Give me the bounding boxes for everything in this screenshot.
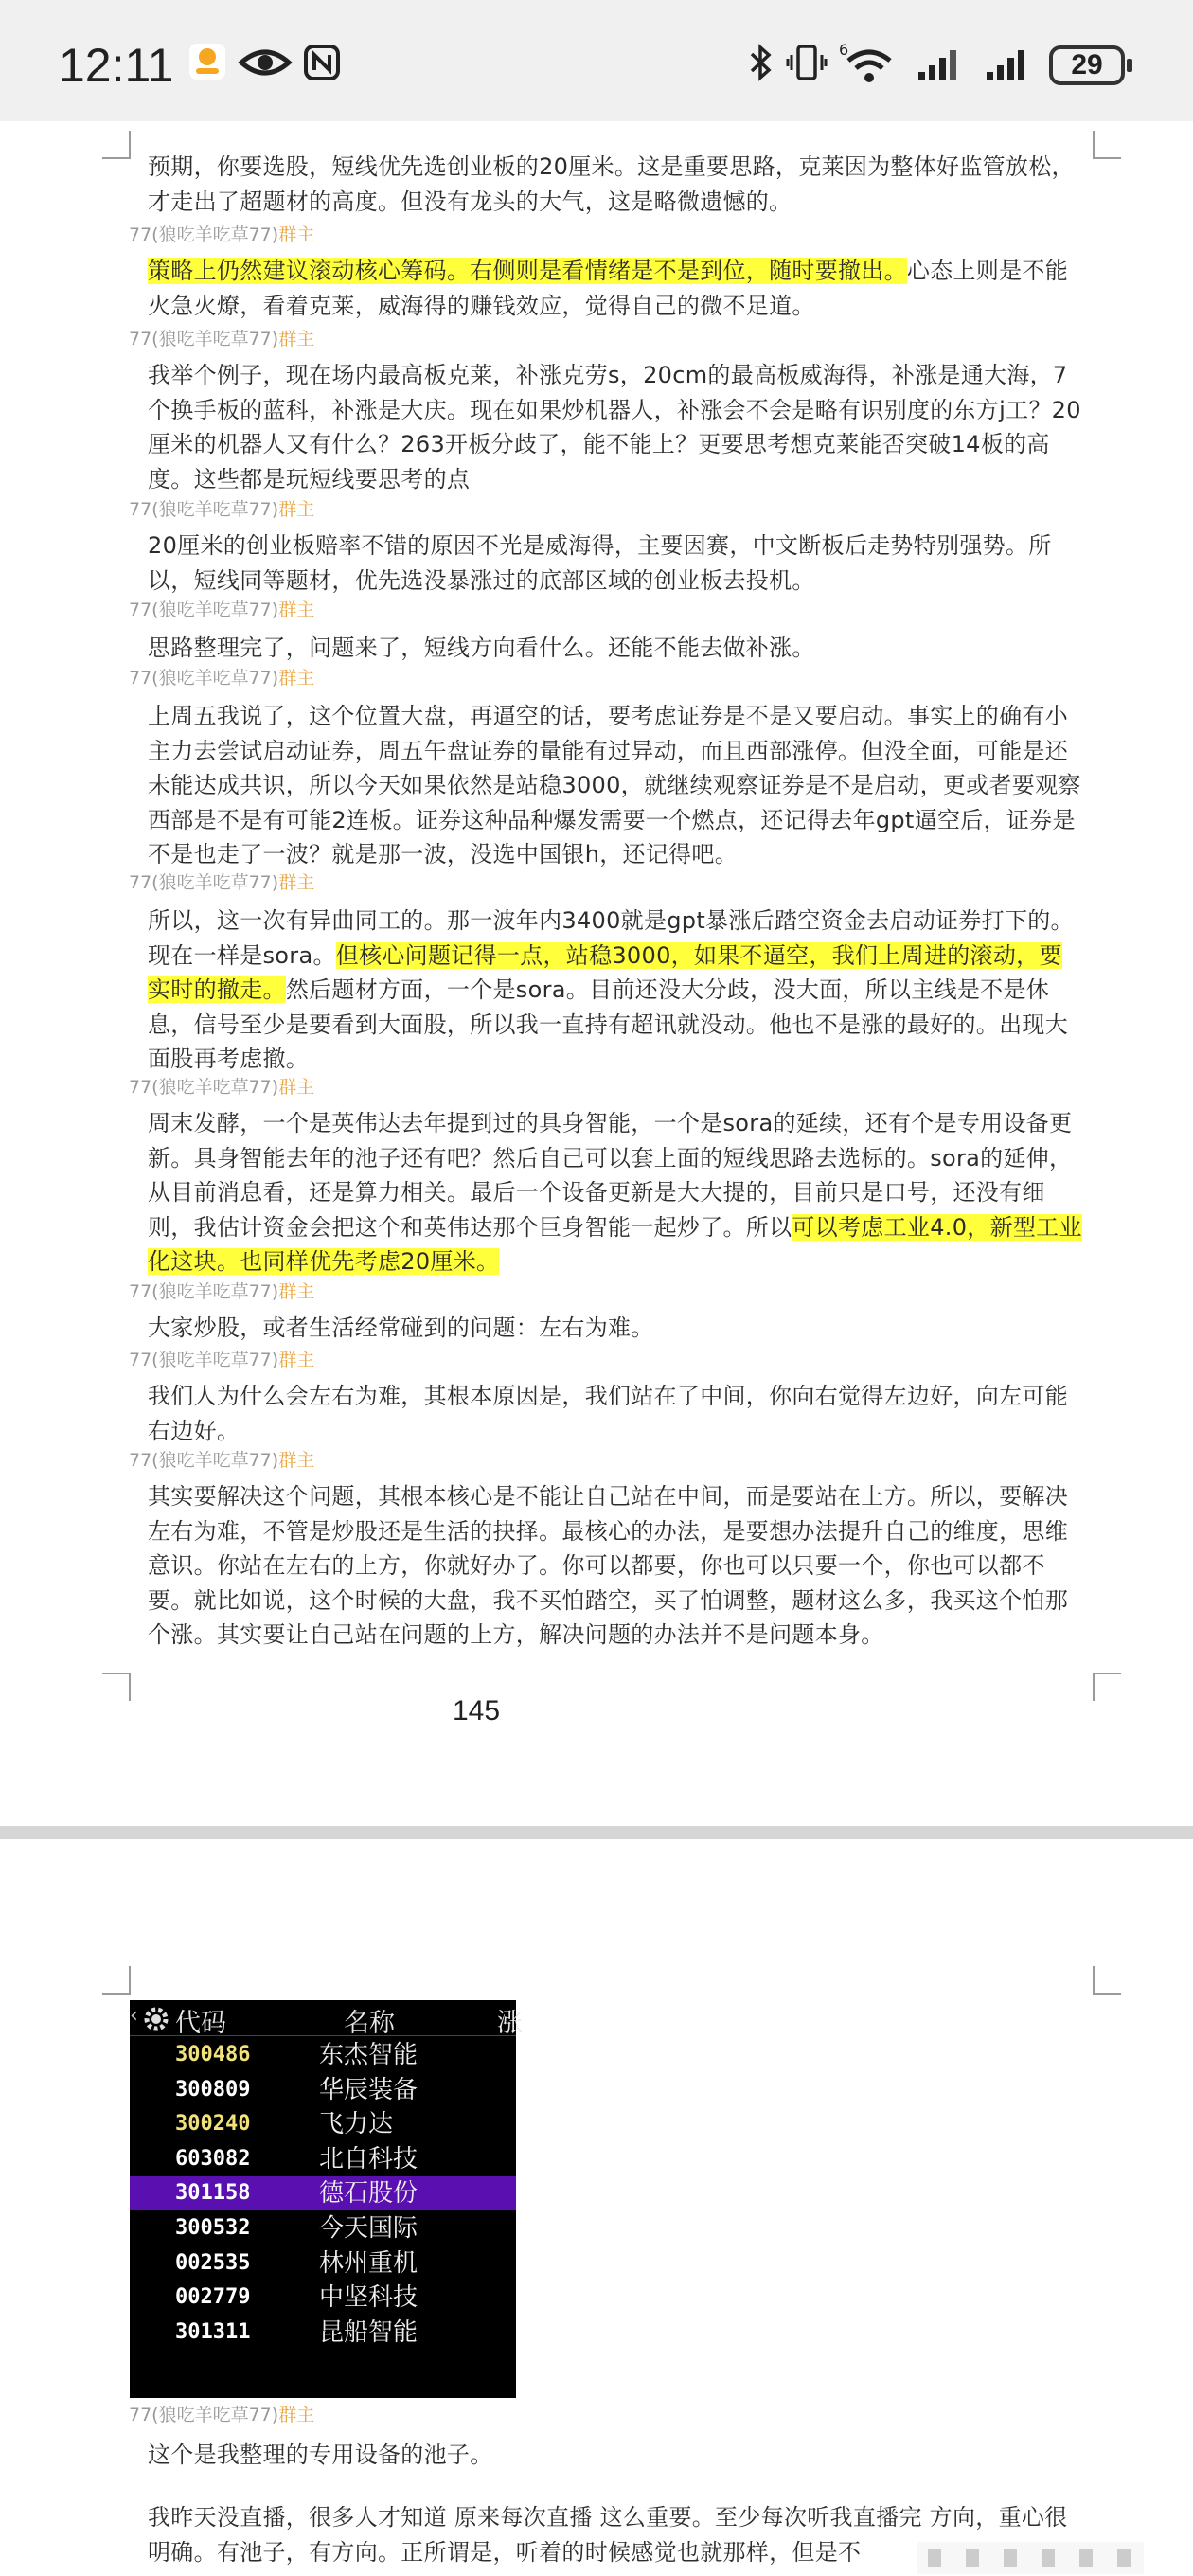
stock-code: 002779: [175, 2285, 251, 2310]
paragraph: 20厘米的创业板赔率不错的原因不光是威海得，主要因赛，中文断板后走势特别强势。所以，短线同等题材，优先选没暴涨过的底部区域的创业板去投机。: [148, 532, 1052, 594]
stock-row: [130, 2107, 516, 2141]
page-corner-mark: [102, 1966, 131, 1995]
stock-name: 东杰智能: [319, 2041, 418, 2069]
stock-code: 300809: [175, 2077, 251, 2102]
stock-code: 603082: [175, 2146, 251, 2171]
page-corner-mark: [1093, 131, 1121, 159]
eye-icon: [239, 45, 292, 98]
stock-code: 300532: [175, 2216, 251, 2240]
author-line: 77(狼吃羊吃草77)群主: [129, 1281, 315, 1302]
col-code-header: 代码: [175, 2009, 226, 2038]
gear-icon: [143, 2006, 169, 2032]
battery-indicator: 29: [1049, 45, 1125, 85]
stock-name: 北自科技: [319, 2144, 418, 2174]
status-clock: 12:11: [59, 39, 174, 92]
author-line: 77(狼吃羊吃草77)群主: [129, 224, 315, 245]
status-bar: [0, 0, 1193, 121]
author-line: 77(狼吃羊吃草77)群主: [129, 599, 315, 620]
author-line: 77(狼吃羊吃草77)群主: [129, 1450, 315, 1471]
stock-name: 林州重机: [319, 2248, 418, 2278]
page-corner-mark: [102, 131, 131, 159]
stock-name: 昆船智能: [319, 2317, 418, 2347]
paragraph: 策略上仍然建议滚动核心筹码。右侧则是看情绪是不是到位，随时要撤出。心态上则是不能火急火燎，看着克莱，威海得的赚钱效应，觉得自己的微不足道。: [148, 258, 1069, 319]
stock-code: 002535: [175, 2250, 251, 2275]
bluetooth-icon: [746, 44, 776, 97]
stock-name: 飞力达: [319, 2110, 394, 2139]
author-line: 77(狼吃羊吃草77)群主: [129, 1077, 315, 1098]
highlighted-text: 可以考虑工业4.0，新型工业化这块。也同样优先考虑20厘米。: [148, 1213, 1082, 1275]
author-line: 77(狼吃羊吃草77)群主: [129, 1350, 315, 1370]
stock-name: 中坚科技: [319, 2283, 418, 2313]
page-corner-mark: [1093, 1673, 1121, 1701]
app-notification-icon: [187, 42, 227, 95]
paragraph: 思路整理完了，问题来了，短线方向看什么。还能不能去做补涨。: [148, 635, 815, 661]
video-controls-overlay[interactable]: [917, 2538, 1144, 2576]
stock-code: 300486: [175, 2043, 251, 2066]
page-separator: [0, 1826, 1193, 1839]
stock-table-header: ‹ 代码 名称 涨: [130, 2000, 516, 2036]
stock-code: 301158: [175, 2181, 251, 2206]
page-corner-mark: [102, 1673, 131, 1701]
caption-paragraph: 这个是我整理的专用设备的池子。: [148, 2442, 493, 2468]
stock-list-image: [130, 2000, 523, 2398]
paragraph: 所以，这一次有异曲同工的。那一波年内3400就是gpt暴涨后踏空资金去启动证券打下的。现在一样是sora。但核心问题记得一点，站稳3000，如果不逼空，我们上周进的滚动，要实时的撤走。然后题材方面，一个是sora。目前还没大分歧，没大面，所以主线是不是休息，信号至少是要看到大面股，所以我一直持有超讯就没动。他也不是涨的最好的。出现大面股再考虑撤。: [148, 907, 1074, 1072]
stock-row: [130, 2211, 516, 2245]
nfc-icon: [303, 44, 341, 97]
author-line: 77(狼吃羊吃草77)群主: [129, 2405, 315, 2425]
stock-name: 德石股份: [319, 2179, 418, 2209]
svg-text:6: 6: [839, 41, 849, 59]
stock-row: [130, 2316, 516, 2350]
author-line: 77(狼吃羊吃草77)群主: [129, 872, 315, 893]
stock-row: [130, 2176, 516, 2210]
stock-row: [130, 2281, 516, 2315]
paragraph: 大家炒股，或者生活经常碰到的问题：左右为难。: [148, 1315, 654, 1341]
paragraph: 周末发酵，一个是英伟达去年提到过的具身智能，一个是sora的延续，还有个是专用设备更新。具身智能去年的池子还有吧？然后自己可以套上面的短线思路去选标的。sora的延伸，从目前消息看，还是算力相关。最后一个设备更新是大大提的，目前只是口号，还没有细则，我估计资金会把这个和英伟达那个巨身智能一起炒了。所以可以考虑工业4.0，新型工业化这块。也同样优先考虑20厘米。: [148, 1110, 1082, 1275]
stock-row: [130, 2073, 516, 2107]
stock-row: [130, 2142, 516, 2176]
paragraph: 其实要解决这个问题，其根本核心是不能让自己站在中间，而是要站在上方。所以，要解决左右为难，不管是炒股还是生活的抉择。最核心的办法，是要想办法提升自己的维度，思维意识。你站在左右的上方，你就好办了。你可以都要，你也可以只要一个，你也可以都不要。就比如说，这个时候的大盘，我不买怕踏空，买了怕调整，题材这么多，我买这个怕那个涨。其实要让自己站在问题的上方，解决问题的办法并不是问题本身。: [148, 1483, 1068, 1648]
vibrate-icon: [786, 44, 828, 97]
paragraph: 预期，你要选股，短线优先选创业板的20厘米。这是重要思路，克莱因为整体好监管放松，才走出了超题材的高度。但没有龙头的大气，这是略微遗憾的。: [148, 153, 1075, 215]
author-line: 77(狼吃羊吃草77)群主: [129, 329, 315, 349]
col-extra-header: 涨: [497, 2009, 523, 2038]
wifi-icon: [839, 42, 896, 95]
signal-icon-2: [985, 47, 1032, 100]
page-number: 145: [453, 1695, 501, 1726]
paragraph: 我举个例子，现在场内最高板克莱，补涨克劳s，20cm的最高板威海得，补涨是通大海，7个换手板的蓝科，补涨是大庆。现在如果炒机器人，补涨会不会是略有识别度的东方j工？20厘米的机器人又有什么？263开板分歧了，能不能上？更要思考想克莱能否突破14板的高度。这些都是玩短线要思考的点: [148, 362, 1081, 492]
stock-code: 301311: [175, 2319, 251, 2344]
paragraph: 我昨天没直播，很多人才知道 原来每次直播 这么重要。至少每次听我直播完 方向，重心很明确。有池子，有方向。正所谓是，听着的时候感觉也就那样，但是不: [148, 2504, 1068, 2566]
stock-name: 华辰装备: [319, 2075, 418, 2104]
stock-code: 300240: [175, 2112, 251, 2137]
paragraph: 我们人为什么会左右为难，其根本原因是，我们站在了中间，你向右觉得左边好，向左可能右边好。: [148, 1383, 1068, 1444]
paragraph: 上周五我说了，这个位置大盘，再逼空的话，要考虑证券是不是又要启动。事实上的确有小主力去尝试启动证券，周五午盘证券的量能有过异动，而且西部涨停。但没全面，可能是还未能达成共识，所以今天如果依然是站稳3000，就继续观察证券是不是启动，更或者要观察西部是不是有可能2连板。证券这种品种爆发需要一个燃点，还记得去年gpt逼空后，证券是不是也走了一波？就是那一波，没选中国银h，还记得吧。: [148, 703, 1081, 868]
highlighted-text: 但核心问题记得一点，站稳3000，如果不逼空，我们上周进的滚动，要实时的撤走。: [148, 941, 1062, 1003]
author-line: 77(狼吃羊吃草77)群主: [129, 668, 315, 689]
highlighted-text: 策略上仍然建议滚动核心筹码。右侧则是看情绪是不是到位，随时要撤出。: [148, 258, 907, 284]
stock-row: [130, 2246, 516, 2281]
signal-icon: [917, 47, 960, 100]
stock-row: [130, 2038, 516, 2072]
col-name-header: 名称: [344, 2009, 395, 2038]
page-corner-mark: [1093, 1966, 1121, 1995]
stock-name: 今天国际: [319, 2214, 418, 2243]
author-line: 77(狼吃羊吃草77)群主: [129, 499, 315, 520]
